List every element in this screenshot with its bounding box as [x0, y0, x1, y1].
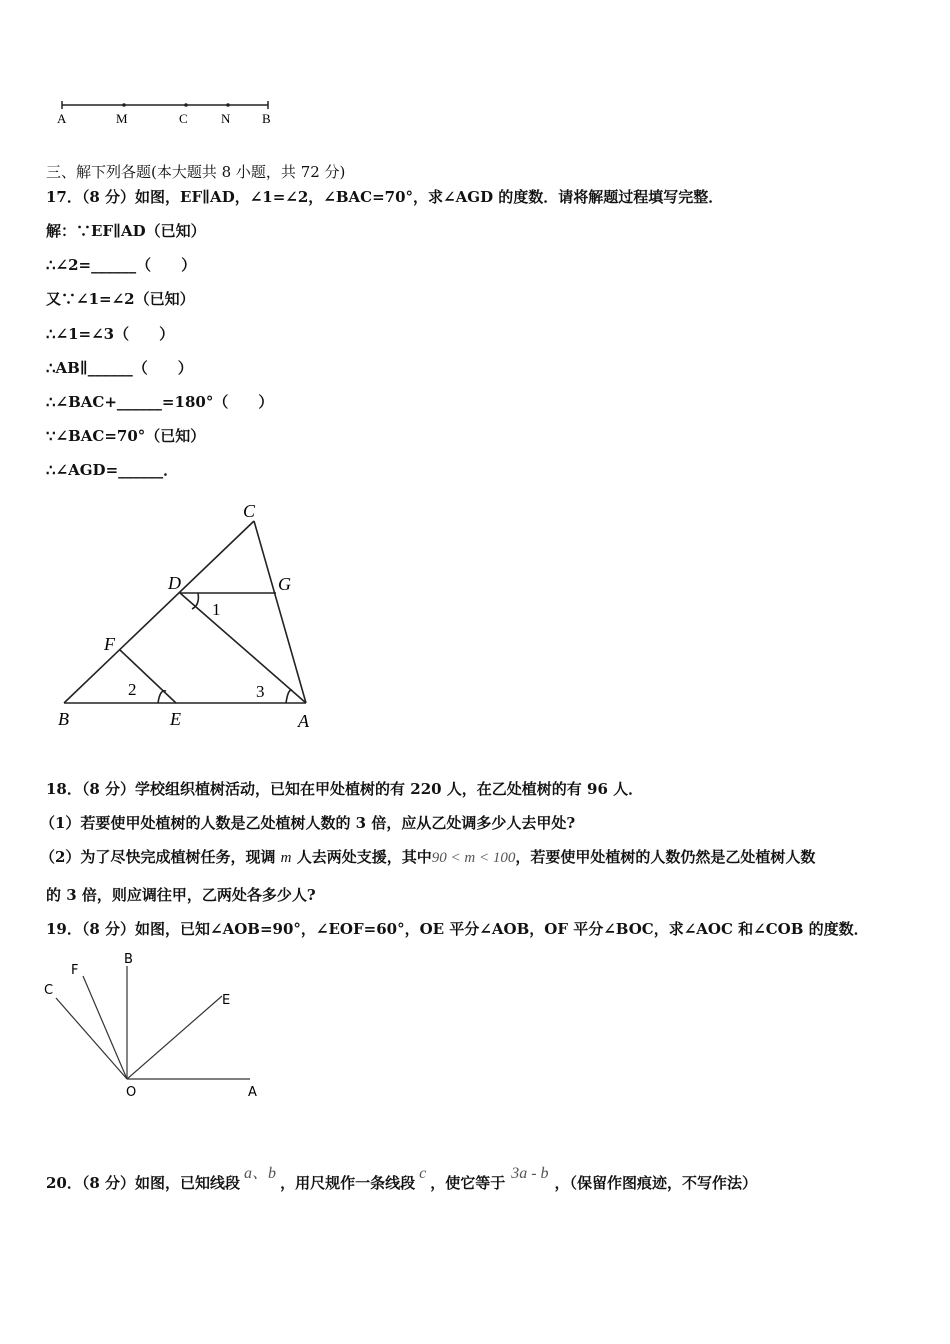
- q17-triangle-figure: [40, 495, 340, 740]
- q17-step-3: 又∵∠1=∠2（已知）: [46, 290, 195, 308]
- q17-step-5: ∴AB∥______（ ）: [46, 359, 193, 377]
- q18-inequality: 90 < m < 100: [431, 850, 516, 866]
- fig19-label-b: B: [124, 952, 133, 967]
- q19-angle-figure: [36, 948, 276, 1108]
- q20-expression: 3a - b: [511, 1165, 549, 1182]
- fig17-label-c: C: [243, 501, 256, 521]
- q17-step-4: ∴∠1=∠3（ ）: [46, 325, 175, 343]
- q20-stem-c: ，使它等于: [430, 1174, 506, 1192]
- q20-stem: [46, 1165, 758, 1193]
- q17-step-2: ∴∠2=______（ ）: [46, 256, 197, 274]
- fig19-label-f: F: [71, 963, 79, 978]
- nl-label-c: C: [179, 111, 188, 126]
- q17-stem: 17．（8 分）如图，EF∥AD，∠1=∠2，∠BAC=70°，求∠AGD 的度数．请将解题过程填写完整．: [46, 188, 724, 206]
- fig17-label-b: B: [58, 709, 69, 729]
- fig17-angle-3: 3: [256, 682, 265, 701]
- fig19-label-o: O: [126, 1085, 137, 1100]
- nl-label-m: M: [116, 111, 128, 126]
- nl-label-n: N: [221, 111, 231, 126]
- q20-stem-b: ，用尺规作一条线段: [280, 1174, 416, 1192]
- fig17-label-d: D: [168, 573, 181, 593]
- q18-stem: 18．（8 分）学校组织植树活动，已知在甲处植树的有 220 人，在乙处植树的有 96 人．: [46, 780, 644, 798]
- q18-part2-c: ，若要使甲处植树的人数仍然是乙处植树人数: [515, 848, 816, 866]
- q18-var-m: m: [280, 850, 292, 866]
- fig19-label-a: A: [248, 1085, 257, 1100]
- nl-label-a: A: [57, 111, 67, 126]
- q20-stem-a: 20．（8 分）如图，已知线段: [46, 1174, 241, 1192]
- q18-part2-a: （2）为了尽快完成植树任务，现调: [40, 848, 281, 866]
- fig17-angle-1: 1: [212, 600, 221, 619]
- fig17-angle-2: 2: [128, 680, 137, 699]
- fig19-label-e: E: [222, 993, 231, 1008]
- q20-segments-ab: a、b: [244, 1165, 277, 1182]
- q19-stem: 19．（8 分）如图，已知∠AOB=90°，∠EOF=60°，OE 平分∠AOB，OF 平分∠BOC，求∠AOC 和∠COB 的度数．: [46, 920, 869, 938]
- q17-step-8: ∴∠AGD=______．: [46, 461, 179, 479]
- q18-part2-cont: 的 3 倍，则应调往甲，乙两处各多少人?: [46, 886, 316, 904]
- fig17-label-f: F: [104, 634, 115, 654]
- section3-title: 三、解下列各题(本大题共 8 小题，共 72 分): [46, 163, 346, 181]
- q18-part1: （1）若要使甲处植树的人数是乙处植树人数的 3 倍，应从乙处调多少人去甲处?: [40, 814, 576, 832]
- q20-segment-c: c: [419, 1165, 427, 1182]
- fig17-label-g: G: [278, 574, 291, 594]
- fig19-label-c: C: [44, 983, 54, 998]
- nl-label-b: B: [262, 111, 271, 126]
- q18-part2: [40, 846, 815, 867]
- fig17-label-e: E: [170, 709, 181, 729]
- fig17-label-a: A: [298, 711, 309, 731]
- q17-step-6: ∴∠BAC+______=180°（ ）: [46, 393, 274, 411]
- q17-step-7: ∵∠BAC=70°（已知）: [46, 427, 206, 445]
- number-line-figure: [50, 95, 290, 135]
- q20-stem-d: ，（保留作图痕迹，不写作法）: [554, 1174, 758, 1192]
- q18-part2-b: 人去两处支援，其中: [291, 848, 432, 866]
- q17-step-1: 解：∵EF∥AD（已知）: [46, 222, 206, 240]
